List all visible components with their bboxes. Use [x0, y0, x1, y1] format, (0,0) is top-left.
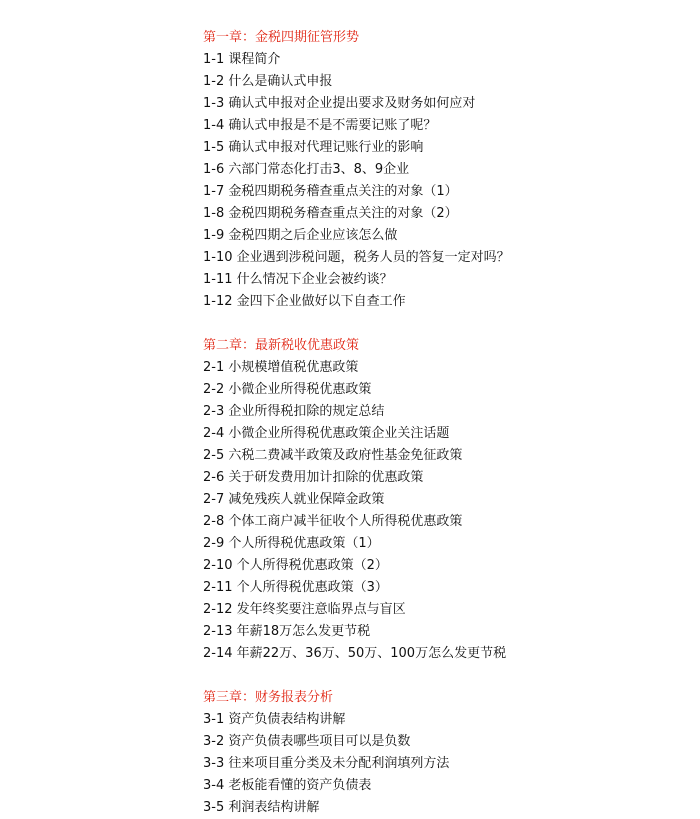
chapter-1-title: 第一章：金税四期征管形势	[203, 30, 360, 45]
lesson-2-8: 2-8 个体工商户减半征收个人所得税优惠政策	[203, 514, 463, 529]
lesson-1-10: 1-10 企业遇到涉税问题，税务人员的答复一定对吗？	[203, 250, 510, 265]
lesson-2-2: 2-2 小微企业所得税优惠政策	[203, 382, 372, 397]
chapter-3	[203, 687, 693, 819]
chapter-2	[203, 335, 693, 665]
lesson-2-12: 2-12 发年终奖要注意临界点与盲区	[203, 602, 406, 617]
lesson-1-4: 1-4 确认式申报是不是不需要记账了呢？	[203, 118, 437, 133]
lesson-2-5: 2-5 六税二费减半政策及政府性基金免征政策	[203, 448, 463, 463]
lesson-1-12: 1-12 金四下企业做好以下自查工作	[203, 294, 406, 309]
lesson-1-1: 1-1 课程简介	[203, 52, 281, 67]
lesson-1-9: 1-9 金税四期之后企业应该怎么做	[203, 228, 398, 243]
course-outline	[203, 27, 693, 819]
chapter-1	[203, 27, 693, 313]
lesson-2-9: 2-9 个人所得税优惠政策（1）	[203, 536, 380, 551]
lesson-1-8: 1-8 金税四期税务稽查重点关注的对象（2）	[203, 206, 458, 221]
lesson-2-11: 2-11 个人所得税优惠政策（3）	[203, 580, 388, 595]
chapter-3-lessons	[203, 709, 693, 819]
lesson-1-3: 1-3 确认式申报对企业提出要求及财务如何应对	[203, 96, 476, 111]
lesson-3-2: 3-2 资产负债表哪些项目可以是负数	[203, 734, 411, 749]
lesson-3-1: 3-1 资产负债表结构讲解	[203, 712, 346, 727]
lesson-2-4: 2-4 小微企业所得税优惠政策企业关注话题	[203, 426, 450, 441]
lesson-2-14: 2-14 年薪22万、36万、50万、100万怎么发更节税	[203, 646, 507, 661]
lesson-3-3: 3-3 往来项目重分类及未分配利润填列方法	[203, 756, 450, 771]
lesson-1-11: 1-11 什么情况下企业会被约谈？	[203, 272, 393, 287]
lesson-2-6: 2-6 关于研发费用加计扣除的优惠政策	[203, 470, 424, 485]
lesson-2-7: 2-7 减免残疾人就业保障金政策	[203, 492, 385, 507]
chapter-2-title: 第二章：最新税收优惠政策	[203, 338, 360, 353]
lesson-3-4: 3-4 老板能看懂的资产负债表	[203, 778, 372, 793]
lesson-1-5: 1-5 确认式申报对代理记账行业的影响	[203, 140, 424, 155]
lesson-2-1: 2-1 小规模增值税优惠政策	[203, 360, 359, 375]
lesson-2-10: 2-10 个人所得税优惠政策（2）	[203, 558, 388, 573]
lesson-1-2: 1-2 什么是确认式申报	[203, 74, 333, 89]
chapter-3-title: 第三章：财务报表分析	[203, 690, 334, 705]
chapter-1-lessons	[203, 49, 693, 313]
lesson-1-7: 1-7 金税四期税务稽查重点关注的对象（1）	[203, 184, 458, 199]
lesson-3-5: 3-5 利润表结构讲解	[203, 800, 320, 815]
lesson-1-6: 1-6 六部门常态化打击3、8、9企业	[203, 162, 410, 177]
lesson-2-3: 2-3 企业所得税扣除的规定总结	[203, 404, 385, 419]
lesson-2-13: 2-13 年薪18万怎么发更节税	[203, 624, 371, 639]
chapter-2-lessons	[203, 357, 693, 665]
